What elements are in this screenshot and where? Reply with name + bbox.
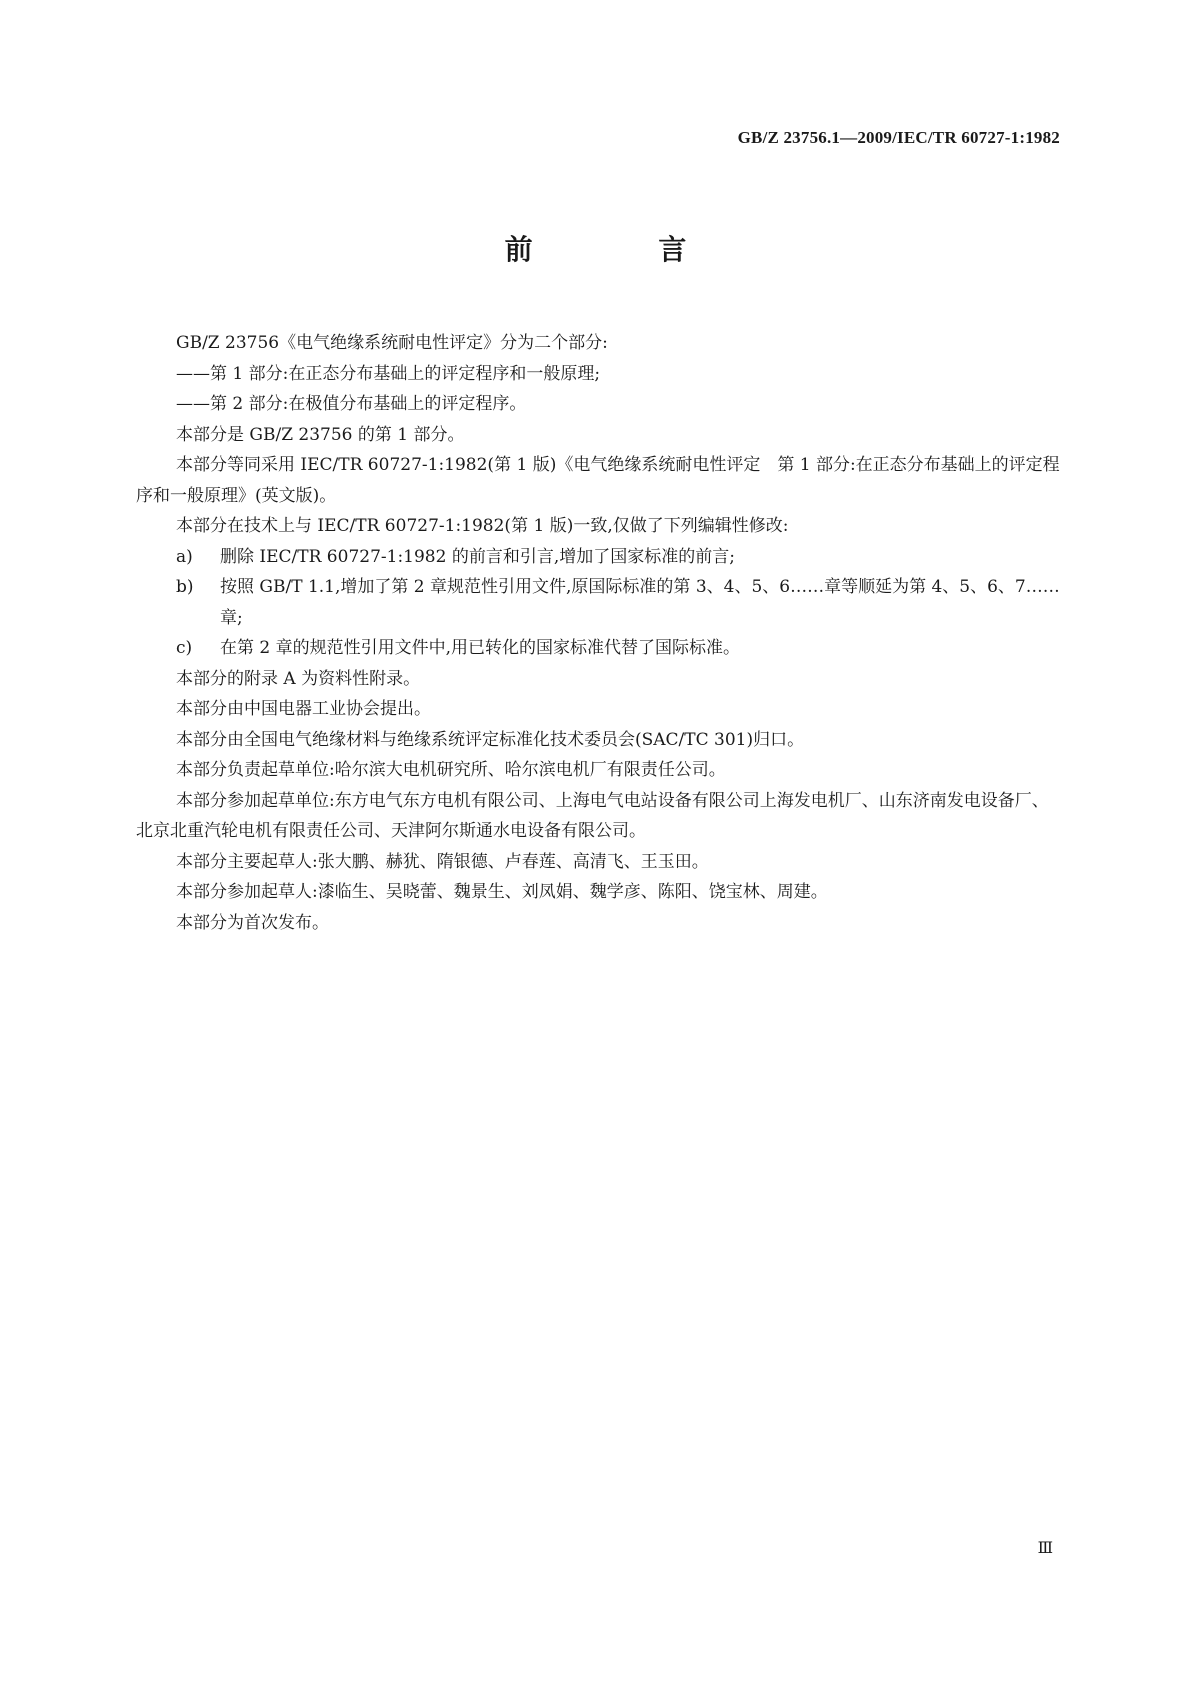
paragraph-participating-drafters: 本部分参加起草人:漆临生、吴晓蕾、魏景生、刘凤娟、魏学彦、陈阳、饶宝林、周建。 — [176, 882, 828, 902]
foreword-body — [136, 328, 1065, 938]
paragraph-modifications-intro: 本部分在技术上与 IEC/TR 60727-1:1982(第 1 版)一致,仅做了下列编辑性修改: — [176, 516, 789, 536]
list-item-text: 按照 GB/T 1.1,增加了第 2 章规范性引用文件,原国际标准的第 3、4、5、6……章等顺延为第 4、5、6、7……章; — [220, 577, 1060, 628]
paragraph-committee: 本部分由全国电气绝缘材料与绝缘系统评定标准化技术委员会(SAC/TC 301)归口。 — [176, 729, 805, 750]
list-item — [136, 633, 1065, 664]
list-item-text: 删除 IEC/TR 60727-1:1982 的前言和引言,增加了国家标准的前言; — [220, 546, 735, 567]
page-number: Ⅲ — [1037, 1540, 1053, 1557]
list-item-text: 在第 2 章的规范性引用文件中,用已转化的国家标准代替了国际标准。 — [220, 638, 741, 658]
paragraph-adoption: 本部分等同采用 IEC/TR 60727-1:1982(第 1 版)《电气绝缘系统耐电性评定 第 1 部分:在正态分布基础上的评定程序和一般原理》(英文版)。 — [136, 455, 1060, 506]
paragraph-first-release: 本部分为首次发布。 — [176, 912, 329, 933]
list-marker: b) — [176, 577, 194, 597]
standard-code-header: GB/Z 23756.1—2009/IEC/TR 60727-1:1982 — [737, 128, 1060, 147]
paragraph-proposer: 本部分由中国电器工业协会提出。 — [176, 699, 431, 719]
paragraph-parts-intro: GB/Z 23756《电气绝缘系统耐电性评定》分为二个部分: — [176, 333, 608, 353]
list-marker: c) — [176, 638, 193, 658]
list-marker: a) — [176, 546, 193, 567]
paragraph-part-1: ——第 1 部分:在正态分布基础上的评定程序和一般原理; — [176, 363, 601, 384]
paragraph-this-part: 本部分是 GB/Z 23756 的第 1 部分。 — [176, 424, 465, 445]
list-item — [136, 572, 1065, 633]
paragraph-annex: 本部分的附录 A 为资料性附录。 — [176, 668, 421, 689]
paragraph-part-2: ——第 2 部分:在极值分布基础上的评定程序。 — [176, 394, 527, 414]
page-title: 前 言 — [504, 233, 745, 266]
list-item — [136, 542, 1065, 573]
paragraph-main-drafters: 本部分主要起草人:张大鹏、赫犹、隋银德、卢春莲、高清飞、王玉田。 — [176, 851, 709, 872]
paragraph-drafting-units: 本部分负责起草单位:哈尔滨大电机研究所、哈尔滨电机厂有限责任公司。 — [176, 760, 726, 780]
paragraph-participating-units: 本部分参加起草单位:东方电气东方电机有限公司、上海电气电站设备有限公司上海发电机厂、山东济南发电设备厂、北京北重汽轮电机有限责任公司、天津阿尔斯通水电设备有限公司。 — [136, 790, 1049, 841]
